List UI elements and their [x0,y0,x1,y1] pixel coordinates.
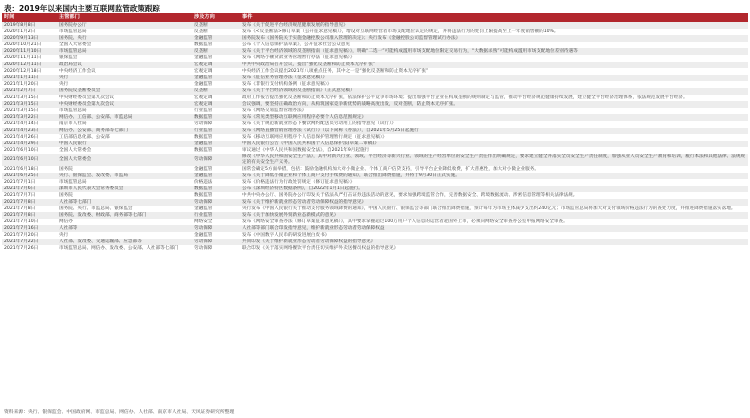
cell-event: 审议通过《中华人民共和国数据安全法》，自2021年9月起施行 [240,147,748,154]
cell-direction: 金融监管 [192,206,240,213]
cell-dept: 中央经济工作会议 [57,68,192,75]
table-row [2,192,748,199]
cell-date: 2021年7月1日 [2,179,57,186]
table-row [2,42,748,49]
table-row [2,212,748,219]
header-event: 事件 [240,13,748,22]
table-row [2,134,748,141]
table-row [2,88,748,95]
table-row [2,239,748,246]
cell-date: 2021年6月18日 [2,166,57,173]
cell-date: 2021年3月15日 [2,95,57,102]
cell-date: 2021年4月29日 [2,141,57,148]
table-row [2,48,748,55]
cell-dept: 国务院 [57,192,192,199]
table-row [2,225,748,232]
table-row [2,232,748,239]
cell-direction: 网络安全 [192,219,240,226]
cell-direction: 宏观定调 [192,95,240,102]
source-note: 资料来源：央行、银保监会、中国政府网、市监总局、网信办、人社部、南京市人社局、天风证券研究所整理 [4,410,235,415]
table-row [2,173,748,180]
cell-direction: 金融监管 [192,166,240,173]
cell-dept: 人社部、发改委、交通运输部、应急部等 [57,239,192,246]
table-row [2,55,748,62]
cell-event: 发布《关于加快发展外贸新业态新模式的意见》 [240,212,748,219]
table-row [2,179,748,186]
table-row [2,95,748,102]
cell-event: 发布《常见类型移动互联网应用程序必要个人信息范围规定》 [240,114,748,121]
cell-date: 2020年12月18日 [2,68,57,75]
cell-direction: 反垄断 [192,48,240,55]
table-row [2,166,748,173]
table-row [2,141,748,148]
table-row [2,62,748,69]
cell-event: 中央经济工作会议提出2021年八项重点任务，其中之一是“强化反垄断和防止资本无序扩张” [240,68,748,75]
cell-event: 发布《价格违法行为行政处罚规定（修订征求意见稿）》 [240,179,748,186]
cell-dept: 网信办、工信部、公安部、市监总局 [57,114,192,121]
cell-date: 2021年6月10日 [2,147,57,154]
table-row [2,114,748,121]
table-row [2,245,748,252]
cell-dept: 央行、银保监会、发改委、市监局 [57,173,192,180]
cell-dept: 深圳市人民代表大会常务委员会 [57,186,192,193]
cell-dept: 国务院、央行 [57,35,192,42]
cell-date: 2021年7月8日 [2,199,57,206]
cell-event: 发布《关于平台经济领域的反垄断指南》（正式意见稿） [240,88,748,95]
cell-direction: 数据监管 [192,134,240,141]
cell-event: 发布《中国数字人民币的研发进展白皮书》 [240,232,748,239]
cell-direction: 反垄断 [192,29,240,36]
cell-event: 中共中央办公厅、国务院办公厅印发关于依法从严打击证券违法活动的意见，要求加强跨境监管合作，完善数据安全、跨境数据流动、涉密信息管理等相关法律法规。 [240,192,748,199]
table-row [2,81,748,88]
cell-date: 2021年7月22日 [2,239,57,246]
cell-event: 中国人民银行公告《中国人民共和国个人信息保护法(草案二审稿)》 [240,141,748,148]
cell-dept: 国务院 [57,166,192,173]
table-row [2,186,748,193]
cell-event: 发布《关于降低小微企业和个体工商户支付手续费的通知》，联合推出降费措施，并将于9月30日正式实施。 [240,173,748,180]
cell-direction: 金融监管 [192,35,240,42]
cell-date: 2020年11月10日 [2,48,57,55]
header-direction: 涉及方向 [192,13,240,22]
cell-dept: 国务院、央行、市监总局、银保监会 [57,206,192,213]
table-body [2,22,748,252]
cell-dept: 市场监管总局 [57,48,192,55]
cell-dept: 市场监管总局、网信办、发改委、公安部、人社部等七部门 [57,245,192,252]
header-date: 时间 [2,13,57,22]
table-row [2,101,748,108]
cell-direction: 劳动保障 [192,225,240,232]
table-row [2,128,748,135]
table-row [2,199,748,206]
cell-date: 2021年3月15日 [2,101,57,108]
cell-dept: 国务院、发改委、财政部、商务部等七部门 [57,212,192,219]
cell-event: 会议强调，要坚持正确政治方向，从构筑国家竞争新优势的战略高度出发，反对垄断，防止资本无序扩张。 [240,101,748,108]
cell-date: 2021年4月14日 [2,121,57,128]
cell-direction: 数据监管 [192,114,240,121]
cell-event: 共同印发《关于维护新就业形态劳动者劳动保障权益的指导意见》 [240,239,748,246]
cell-event: 修改《中华人民共和国安全生产法》，其中对新兴行业、领域、平台经济等新兴行业、领域的生产经营单位的安全生产责任作出明确规定，要求建立健全并落实全员安全生产责任制度，加强从业人员安全生产教育和培训，履行本法和其他法律、法规规定的有关安全生产义务。 [240,154,748,166]
cell-event: 发布《<反垄断法>修订草案（公开征求意见稿）》，增设对互联网经营者市场支配地位认定的规定，并将违法行为的处罚上限提高至上一年度销售额的10%。 [240,29,748,36]
cell-date: 2021年7月26日 [2,245,57,252]
cell-date: 2021年6月25日 [2,173,57,180]
cell-event: 发布《征信业务管理办法（征求意见稿）》 [240,75,748,82]
cell-dept: 人社部等 [57,225,192,232]
cell-event: 发布《移动互联网应用程序个人信息保护管理暂行规定（征求意见稿）》 [240,134,748,141]
cell-date: 2020年1月2日 [2,29,57,36]
cell-direction: 反垄断 [192,22,240,29]
cell-event: 政府工作报告提出强化反垄断和防止资本无序扩张，依法保护公平竞争市场环境；提出加强平台企业在构成垄断的规则制定与监管，推动平台经济规范健康持续发展，建立健全平台经济治理体系，依法规范发展平台经济。 [240,95,748,102]
cell-event: 发布《网络小额贷款业务管理暂行办法（征求意见稿）》 [240,55,748,62]
cell-direction: 价格违法 [192,179,240,186]
cell-dept: 银保监会 [57,55,192,62]
cell-dept: 市场监管总局 [57,29,192,36]
cell-dept: 南京市人社局 [57,121,192,128]
header-dept: 主管部门 [57,13,192,22]
cell-dept: 中央财经委员会第九次会议 [57,101,192,108]
cell-direction: 金融监管 [192,141,240,148]
cell-event: 国常会确定5方面举措，包括：鼓励金融机构加大对小微企业、个体工商户信贷支持，引导平台企业降低收费，扩大普惠性，加大对小微企业服务。 [240,166,748,173]
table-row [2,154,748,166]
table-row [2,35,748,42]
cell-date: 2021年7月8日 [2,212,57,219]
cell-dept: 全国人大常委会 [57,147,192,154]
cell-date: 2019年8月8日 [2,22,57,29]
cell-event: 公布《深圳经济特区数据条例》，自2022年1月1日起施行。 [240,186,748,193]
cell-date: 2021年3月15日 [2,108,57,115]
cell-direction: 反垄断 [192,88,240,95]
cell-date: 2021年7月7日 [2,192,57,199]
cell-event: 发布《网络交易监督管理办法》 [240,108,748,115]
cell-dept: 工信部信息化部、公安部 [57,134,192,141]
cell-event: 联合印发《关于落实网络餐饮平台责任切实维护外卖送餐员权益的指导意见》 [240,245,748,252]
table-row [2,121,748,128]
table-row [2,147,748,154]
cell-direction: 劳动保障 [192,199,240,206]
cell-date: 2020年12月11日 [2,62,57,69]
cell-dept: 人社部等七部门 [57,199,192,206]
cell-direction: 金融监管 [192,75,240,82]
cell-date: 2020年11月11日 [2,55,57,62]
cell-direction: 行业监管 [192,212,240,219]
cell-direction: 金融监管 [192,173,240,180]
cell-dept: 市场监管总局 [57,108,192,115]
cell-dept: 全国人大常委会 [57,42,192,49]
cell-event: 国务院发布《国务院关于实施金融控股公司准入管理的决定》；央行发布《金融控股公司监督管理试行办法》 [240,35,748,42]
table-header-row [2,13,748,22]
cell-dept: 中央财经委员会第九次会议 [57,95,192,102]
cell-event: 发布《关于维护新就业形态劳动者劳动保障权益的指导意见》 [240,199,748,206]
cell-direction: 数据监管 [192,192,240,199]
cell-event: 发布《关于平台经济领域的反垄断指南（征求意见稿）》，明确“二选一”可能构成滥用市场支配地位限定交易行为，“大数据杀熟”可能构成滥用市场支配地位差别待遇等 [240,48,748,55]
cell-date: 2021年3月22日 [2,114,57,121]
cell-dept: 网信办、公安部、商务部等七部门 [57,128,192,135]
table-row [2,68,748,75]
cell-direction: 金融监管 [192,81,240,88]
cell-event: 央行发布《中国人民银行关于推动支付服务领域降费的通知》，中国人民银行、银保监会等部门联合推出降费措施，预计每年为市场主体减少支出约240亿元；市场监管总局将加大对支付领域价格违法行为的查处力度，并推进降费措施落实落地。 [240,206,748,213]
cell-dept: 央行 [57,75,192,82]
table-row [2,219,748,226]
cell-dept: 央行 [57,81,192,88]
cell-direction: 行业监管 [192,108,240,115]
table-row [2,108,748,115]
cell-dept: 全国人大常委会 [57,154,192,166]
cell-dept: 中国人民银行 [57,141,192,148]
cell-date: 2021年4月26日 [2,134,57,141]
cell-date: 2021年7月10日 [2,219,57,226]
cell-dept: 国务院办公厅 [57,22,192,29]
cell-direction: 劳动保障 [192,245,240,252]
cell-date: 2021年7月8日 [2,206,57,213]
cell-direction: 宏观定调 [192,101,240,108]
cell-event: 中共中央政治局召开会议，提出“强化反垄断和防止资本无序扩张” [240,62,748,69]
cell-direction: 数据监管 [192,186,240,193]
cell-dept: 政治局会议 [57,62,192,69]
table-title: 表：2019年以来国内主要互联网监管政策跟踪 [4,4,160,13]
cell-direction: 宏观定调 [192,62,240,69]
cell-dept: 市场监管总局 [57,179,192,186]
cell-event: 人社部等部门联合印发指导意见，维护新就业形态劳动者劳动保障权益 [240,225,748,232]
cell-date: 2021年1月20日 [2,81,57,88]
table-row [2,22,748,29]
cell-date: 2021年2月7日 [2,88,57,95]
cell-date: 2020年10月21日 [2,42,57,49]
cell-direction: 金融监管 [192,232,240,239]
cell-dept: 国务院反垄断委员会 [57,88,192,95]
cell-date: 2021年7月16日 [2,225,57,232]
cell-event: 发布《关于规范新就业形态下餐饮网约配送员劳动用工的指导意见（试行）》 [240,121,748,128]
cell-date: 2021年6月10日 [2,154,57,166]
cell-event: 发布《非银行支付机构条例（征求意见稿）》 [240,81,748,88]
cell-event: 发布《网络安全审查办法（修订草案征求意见稿）》，其中要求掌握超过100万用户个人信息的运营者赴国外上市，必须向网络安全审查办公室申报网络安全审查。 [240,219,748,226]
cell-direction: 宏观定调 [192,68,240,75]
cell-event: 发布《网络直播营销管理办法（试行）》（以下简称《办法》），自2021年5月25日起施行 [240,128,748,135]
cell-direction: 劳动保障 [192,239,240,246]
cell-event: 公布《个人信息保护法草案》，公开征求社会公众意见 [240,42,748,49]
cell-direction: 金融监管 [192,55,240,62]
cell-direction: 数据监管 [192,147,240,154]
cell-direction: 劳动保障 [192,154,240,166]
cell-date: 2021年1月11日 [2,75,57,82]
policy-table [2,13,748,252]
cell-date: 2020年9月13日 [2,35,57,42]
cell-date: 2021年4月23日 [2,128,57,135]
cell-direction: 劳动保障 [192,121,240,128]
cell-date: 2021年7月6日 [2,186,57,193]
cell-date: 2021年7月20日 [2,232,57,239]
cell-dept: 网信办 [57,219,192,226]
table-row [2,75,748,82]
cell-dept: 央行 [57,232,192,239]
cell-direction: 数据监管 [192,42,240,49]
policy-table-container [2,13,748,252]
table-row [2,29,748,36]
table-row [2,206,748,213]
cell-event: 发布《关于促进平台经济规范健康发展的指导意见》 [240,22,748,29]
cell-direction: 行业监管 [192,128,240,135]
